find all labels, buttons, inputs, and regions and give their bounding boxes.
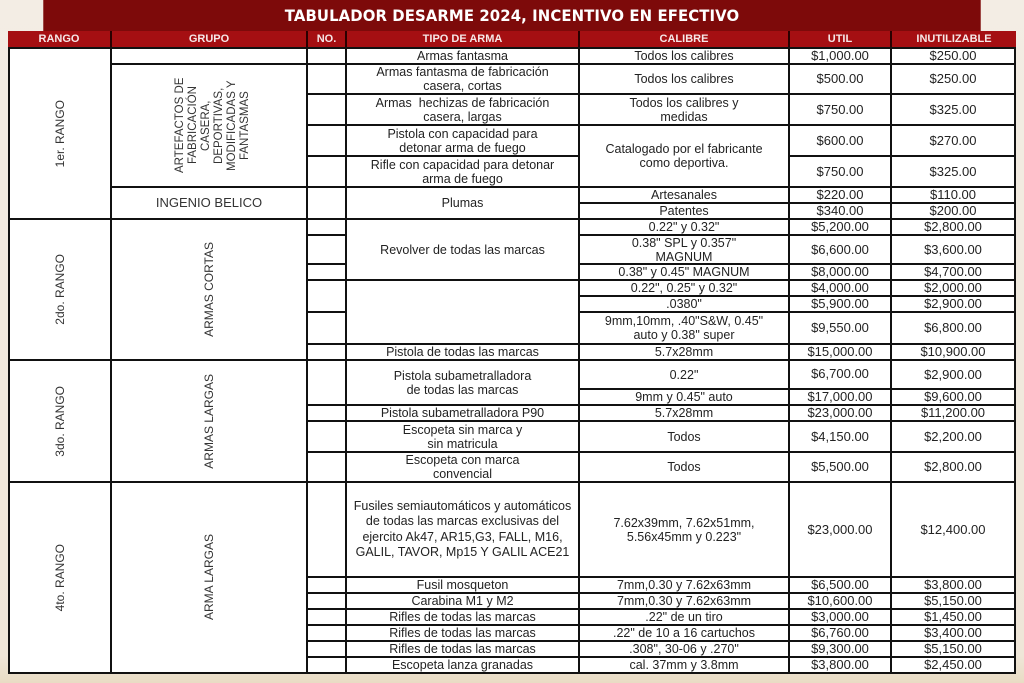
rango-label: 2do. RANGO bbox=[52, 254, 67, 325]
rango-label: 4to. RANGO bbox=[52, 543, 67, 612]
util-cell: $4,150.00 bbox=[788, 420, 890, 451]
inutilizable-cell: $12,400.00 bbox=[890, 481, 1016, 576]
calibre-cell: .22" de 10 a 16 cartuchos bbox=[578, 624, 788, 640]
inutilizable-cell: $250.00 bbox=[890, 63, 1016, 93]
util-cell: $5,200.00 bbox=[788, 218, 890, 234]
no-cell bbox=[306, 218, 345, 234]
calibre-cell: 0.38" y 0.45" MAGNUM bbox=[578, 263, 788, 279]
column-header-grupo: GRUPO bbox=[110, 31, 306, 47]
calibre-cell: .22" de un tiro bbox=[578, 608, 788, 624]
rango-cell bbox=[8, 218, 110, 359]
inutilizable-cell: $110.00 bbox=[890, 186, 1016, 202]
no-cell bbox=[306, 155, 345, 186]
grupo-label: ARMAS CORTAS bbox=[201, 242, 216, 337]
inutilizable-cell: $2,450.00 bbox=[890, 656, 1016, 672]
calibre-cell: 0.22" bbox=[578, 359, 788, 388]
tipo-cell: Rifles de todas las marcas bbox=[345, 640, 578, 656]
tipo-cell: Armas fantasma bbox=[345, 47, 578, 63]
table-bottom-border bbox=[8, 672, 1016, 674]
inutilizable-cell: $2,000.00 bbox=[890, 279, 1016, 295]
calibre-cell: 0.22" y 0.32" bbox=[578, 218, 788, 234]
column-header-no: NO. bbox=[306, 31, 345, 47]
inutilizable-cell: $2,900.00 bbox=[890, 295, 1016, 311]
calibre-cell: 0.38" SPL y 0.357" MAGNUM bbox=[578, 234, 788, 263]
tipo-cell: Pistola con capacidad para detonar arma de fuego bbox=[345, 124, 578, 155]
column-header-rango: RANGO bbox=[8, 31, 110, 47]
util-cell: $10,600.00 bbox=[788, 592, 890, 608]
no-cell bbox=[306, 404, 345, 420]
inutilizable-cell: $270.00 bbox=[890, 124, 1016, 155]
util-cell: $5,500.00 bbox=[788, 451, 890, 481]
inutilizable-cell: $9,600.00 bbox=[890, 388, 1016, 404]
no-cell bbox=[306, 263, 345, 279]
no-cell bbox=[306, 451, 345, 481]
tipo-cell: Carabina M1 y M2 bbox=[345, 592, 578, 608]
tipo-cell: Rifles de todas las marcas bbox=[345, 624, 578, 640]
tipo-cell: Revolver de todas las marcas bbox=[345, 218, 578, 279]
no-cell bbox=[306, 234, 345, 263]
no-cell bbox=[306, 608, 345, 624]
util-cell: $750.00 bbox=[788, 155, 890, 186]
no-cell bbox=[306, 343, 345, 359]
grupo-label: INGENIO BELICO bbox=[155, 195, 263, 210]
rango-cell bbox=[8, 481, 110, 672]
rango-cell bbox=[8, 359, 110, 481]
tipo-cell: Pistola de todas las marcas bbox=[345, 343, 578, 359]
util-cell: $3,000.00 bbox=[788, 608, 890, 624]
tipo-cell: Escopeta con marca convencial bbox=[345, 451, 578, 481]
grupo-cell bbox=[110, 63, 306, 186]
util-cell: $6,500.00 bbox=[788, 576, 890, 592]
no-cell bbox=[306, 311, 345, 343]
util-cell: $5,900.00 bbox=[788, 295, 890, 311]
no-cell bbox=[306, 279, 345, 311]
inutilizable-cell: $3,800.00 bbox=[890, 576, 1016, 592]
no-cell bbox=[306, 592, 345, 608]
util-cell: $6,760.00 bbox=[788, 624, 890, 640]
column-header-inutilizable: INUTILIZABLE bbox=[890, 31, 1016, 47]
column-header-util: UTIL bbox=[788, 31, 890, 47]
util-cell: $500.00 bbox=[788, 63, 890, 93]
util-cell: $3,800.00 bbox=[788, 656, 890, 672]
util-cell: $1,000.00 bbox=[788, 47, 890, 63]
no-cell bbox=[306, 63, 345, 93]
calibre-cell: Todos bbox=[578, 451, 788, 481]
no-cell bbox=[306, 420, 345, 451]
tipo-cell: Rifle con capacidad para detonar arma de fuego bbox=[345, 155, 578, 186]
tipo-cell: Escopeta sin marca y sin matricula bbox=[345, 420, 578, 451]
inutilizable-cell: $4,700.00 bbox=[890, 263, 1016, 279]
calibre-cell: Catalogado por el fabricante como deportiva. bbox=[578, 124, 788, 186]
rango-label: 1er. RANGO bbox=[52, 99, 67, 168]
util-cell: $340.00 bbox=[788, 202, 890, 218]
util-cell: $9,300.00 bbox=[788, 640, 890, 656]
inutilizable-cell: $2,800.00 bbox=[890, 218, 1016, 234]
no-cell bbox=[306, 481, 345, 576]
calibre-cell: 7.62x39mm, 7.62x51mm, 5.56x45mm y 0.223" bbox=[578, 481, 788, 576]
calibre-cell: Artesanales bbox=[578, 186, 788, 202]
util-cell: $600.00 bbox=[788, 124, 890, 155]
tipo-cell: Pistola subametralladora de todas las marcas bbox=[345, 359, 578, 404]
calibre-cell: Todos bbox=[578, 420, 788, 451]
inutilizable-cell: $3,600.00 bbox=[890, 234, 1016, 263]
calibre-cell: 0.22", 0.25" y 0.32" bbox=[578, 279, 788, 295]
grupo-cell bbox=[110, 359, 306, 481]
calibre-cell: 7mm,0.30 y 7.62x63mm bbox=[578, 576, 788, 592]
inutilizable-cell: $1,450.00 bbox=[890, 608, 1016, 624]
rango-cell bbox=[8, 47, 110, 218]
no-cell bbox=[306, 93, 345, 124]
calibre-cell: .308", 30-06 y .270" bbox=[578, 640, 788, 656]
util-cell: $15,000.00 bbox=[788, 343, 890, 359]
grupo-cell bbox=[110, 218, 306, 359]
inutilizable-cell: $11,200.00 bbox=[890, 404, 1016, 420]
no-cell bbox=[306, 359, 345, 404]
no-cell bbox=[306, 624, 345, 640]
grupo-cell bbox=[110, 186, 306, 218]
util-cell: $4,000.00 bbox=[788, 279, 890, 295]
grupo-cell bbox=[110, 481, 306, 672]
calibre-cell: .0380" bbox=[578, 295, 788, 311]
util-cell: $23,000.00 bbox=[788, 481, 890, 576]
tipo-cell bbox=[345, 279, 578, 343]
util-cell: $750.00 bbox=[788, 93, 890, 124]
calibre-cell: 9mm,10mm, .40"S&W, 0.45" auto y 0.38" super bbox=[578, 311, 788, 343]
calibre-cell: cal. 37mm y 3.8mm bbox=[578, 656, 788, 672]
calibre-cell: Todos los calibres bbox=[578, 47, 788, 63]
inutilizable-cell: $5,150.00 bbox=[890, 640, 1016, 656]
tipo-cell: Armas hechizas de fabricación casera, largas bbox=[345, 93, 578, 124]
calibre-cell: 5.7x28mm bbox=[578, 343, 788, 359]
grupo-label: ARMA LARGAS bbox=[201, 534, 216, 621]
inutilizable-cell: $2,900.00 bbox=[890, 359, 1016, 388]
inutilizable-cell: $325.00 bbox=[890, 93, 1016, 124]
calibre-cell: 7mm,0.30 y 7.62x63mm bbox=[578, 592, 788, 608]
calibre-cell: Todos los calibres y medidas bbox=[578, 93, 788, 124]
calibre-cell: Patentes bbox=[578, 202, 788, 218]
no-cell bbox=[306, 576, 345, 592]
tipo-cell: Fusiles semiautomáticos y automáticos de todas las marcas exclusivas del ejercito Ak47, AR15,G3, FALL, M16, GALIL, TAVOR, Mp15 Y GALIL ACE21 bbox=[345, 481, 578, 576]
util-cell: $6,700.00 bbox=[788, 359, 890, 388]
calibre-cell: 9mm y 0.45" auto bbox=[578, 388, 788, 404]
inutilizable-cell: $6,800.00 bbox=[890, 311, 1016, 343]
inutilizable-cell: $3,400.00 bbox=[890, 624, 1016, 640]
inutilizable-cell: $5,150.00 bbox=[890, 592, 1016, 608]
tipo-cell: Armas fantasma de fabricación casera, cortas bbox=[345, 63, 578, 93]
tipo-cell: Fusil mosqueton bbox=[345, 576, 578, 592]
inutilizable-cell: $325.00 bbox=[890, 155, 1016, 186]
no-cell bbox=[306, 47, 345, 63]
calibre-cell: 5.7x28mm bbox=[578, 404, 788, 420]
util-cell: $23,000.00 bbox=[788, 404, 890, 420]
no-cell bbox=[306, 640, 345, 656]
inutilizable-cell: $200.00 bbox=[890, 202, 1016, 218]
inutilizable-cell: $2,200.00 bbox=[890, 420, 1016, 451]
tipo-cell: Escopeta lanza granadas bbox=[345, 656, 578, 672]
no-cell bbox=[306, 186, 345, 218]
util-cell: $220.00 bbox=[788, 186, 890, 202]
tipo-cell: Pistola subametralladora P90 bbox=[345, 404, 578, 420]
grupo-cell-empty bbox=[110, 47, 306, 63]
no-cell bbox=[306, 124, 345, 155]
inutilizable-cell: $2,800.00 bbox=[890, 451, 1016, 481]
no-cell bbox=[306, 656, 345, 672]
page-title: TABULADOR DESARME 2024, INCENTIVO EN EFECTIVO bbox=[43, 0, 980, 31]
grupo-label: ARTEFACTOS DE FABRICACIÓN CASERA, DEPORTIVAS, MODIFICADAS Y FANTASMAS bbox=[174, 77, 251, 174]
util-cell: $8,000.00 bbox=[788, 263, 890, 279]
column-header-calibre: CALIBRE bbox=[578, 31, 788, 47]
util-cell: $17,000.00 bbox=[788, 388, 890, 404]
util-cell: $9,550.00 bbox=[788, 311, 890, 343]
util-cell: $6,600.00 bbox=[788, 234, 890, 263]
grupo-label: ARMAS LARGAS bbox=[201, 373, 216, 469]
tipo-cell: Plumas bbox=[345, 186, 578, 218]
rango-label: 3do. RANGO bbox=[52, 385, 67, 457]
column-header-tipo: TIPO DE ARMA bbox=[345, 31, 578, 47]
inutilizable-cell: $10,900.00 bbox=[890, 343, 1016, 359]
tipo-cell: Rifles de todas las marcas bbox=[345, 608, 578, 624]
inutilizable-cell: $250.00 bbox=[890, 47, 1016, 63]
calibre-cell: Todos los calibres bbox=[578, 63, 788, 93]
